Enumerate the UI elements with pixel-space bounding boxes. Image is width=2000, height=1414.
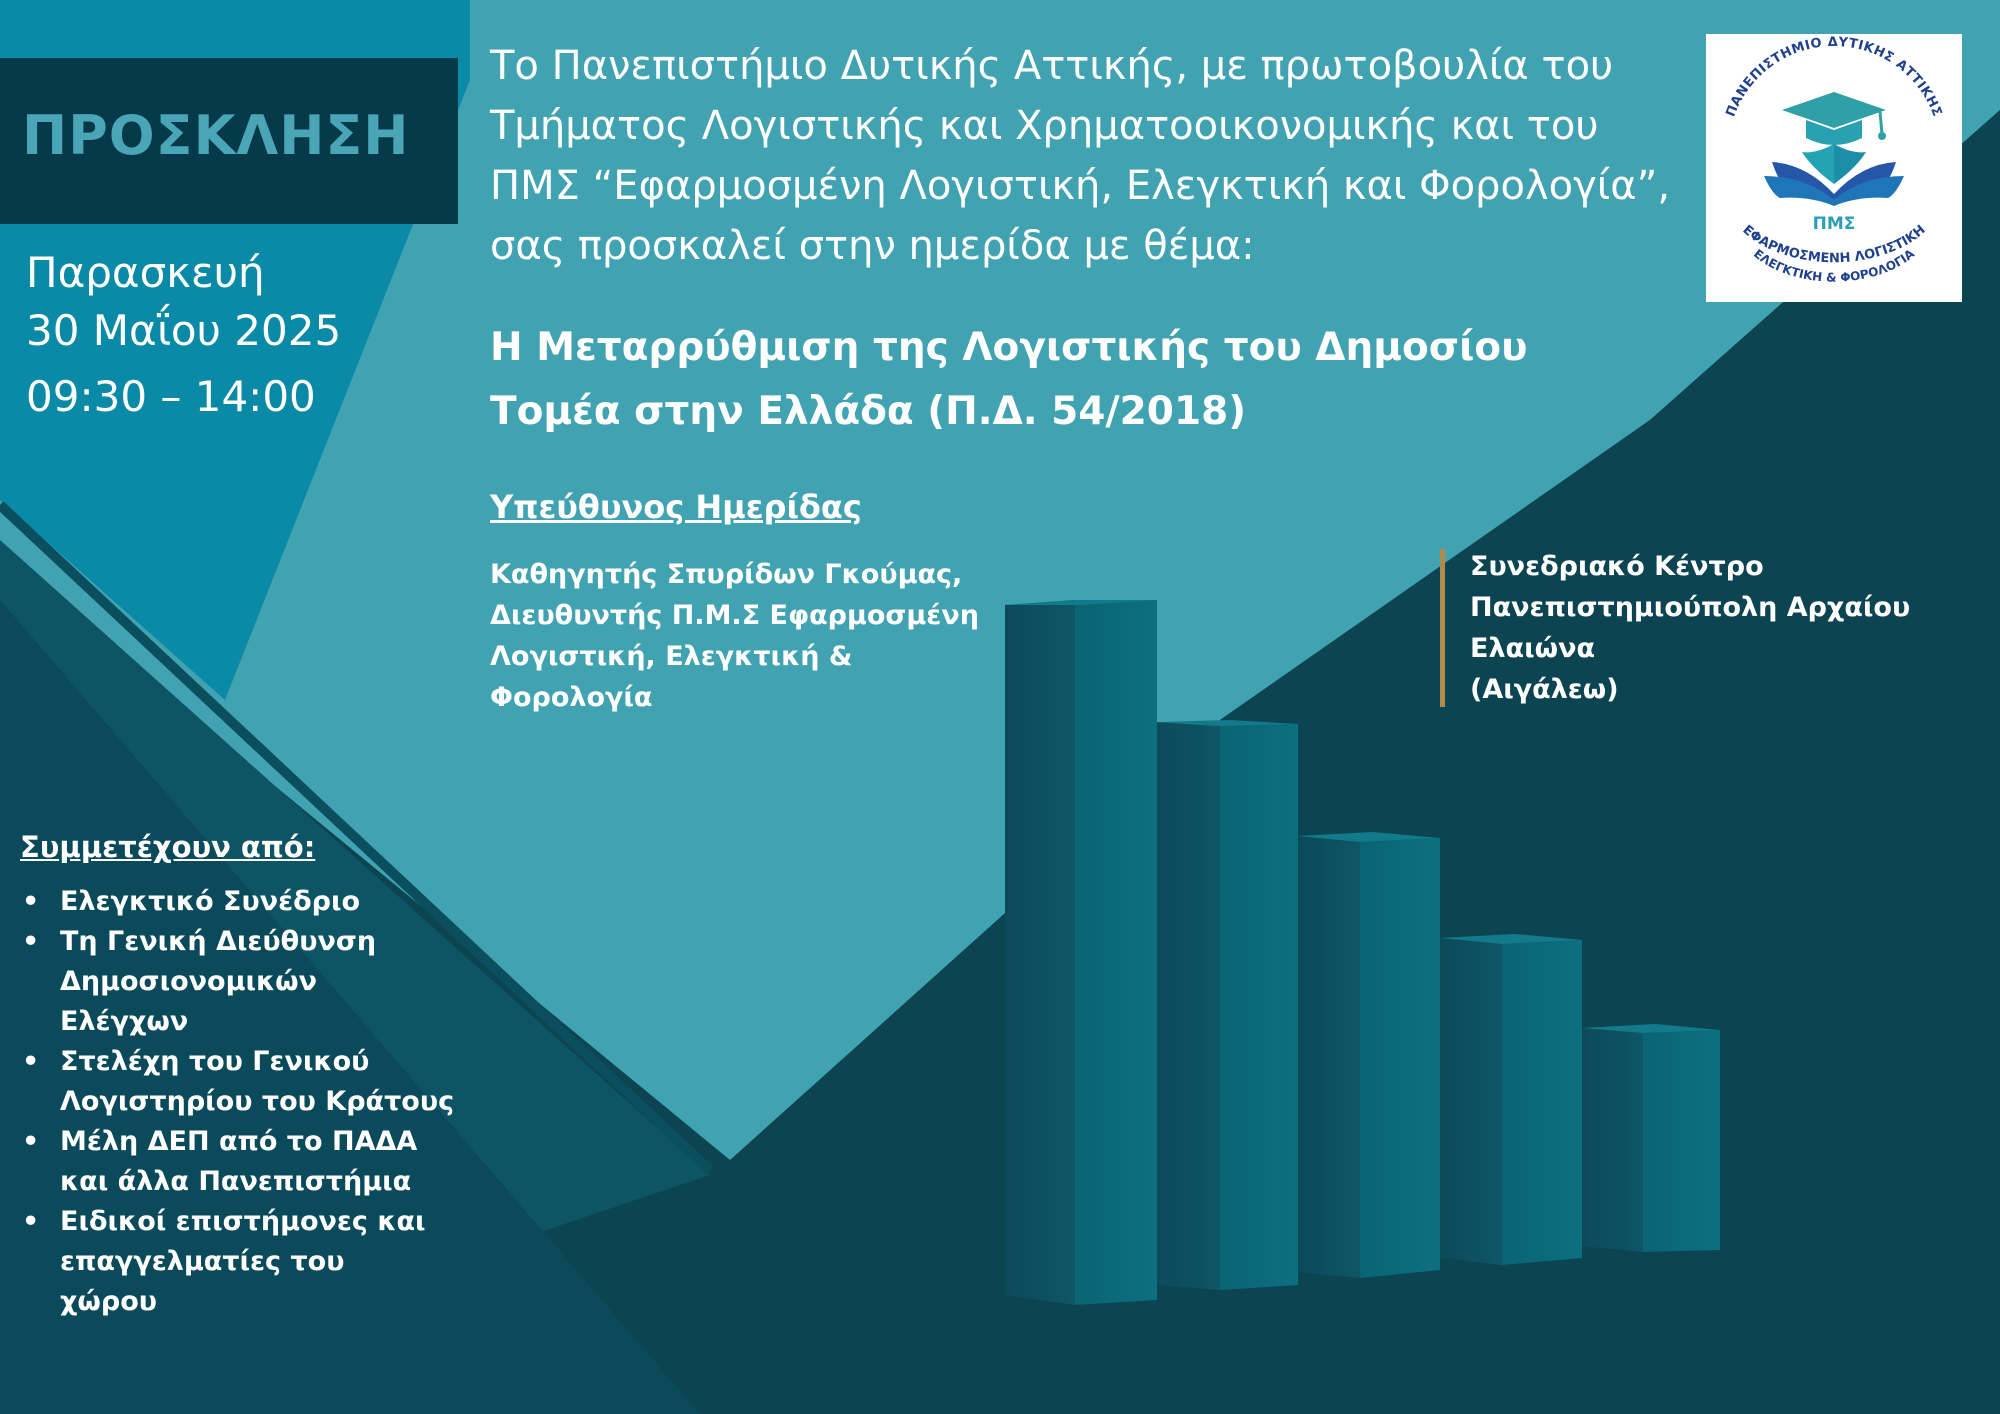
list-item	[20, 1122, 460, 1202]
responsible-heading: Υπεύθυνος Ημερίδας	[490, 488, 862, 526]
list-item	[20, 1202, 460, 1322]
list-item	[20, 922, 460, 1042]
responsible-line: Λογιστική, Ελεγκτική &	[490, 641, 853, 672]
logo-abbr: ΠΜΣ	[1812, 214, 1856, 234]
list-item-line: χώρου	[60, 1286, 157, 1317]
topic-line: Η Μεταρρύθμιση της Λογιστικής του Δημοσίου	[490, 325, 1528, 370]
venue-details	[1470, 546, 1970, 710]
list-item-line: Λογιστηρίου του Κράτους	[60, 1086, 455, 1117]
list-item-line: Δημοσιονομικών	[60, 966, 318, 997]
event-topic	[490, 316, 1590, 444]
responsible-line: Καθηγητής Σπυρίδων Γκούμας,	[490, 559, 963, 590]
event-time: 09:30 – 14:00	[26, 372, 316, 421]
intro-line: σας προσκαλεί στην ημερίδα με θέμα:	[490, 223, 1255, 269]
responsible-details	[490, 554, 1010, 718]
list-item	[20, 1042, 460, 1122]
logo-arc-top: ΠΑΝΕΠΙΣΤΗΜΙΟ ΔΥΤΙΚΗΣ ΑΤΤΙΚΗΣ	[1723, 34, 1945, 120]
event-date: 30 Μαΐου 2025	[26, 306, 342, 355]
list-item-line: • Ειδικοί επιστήμονες και	[60, 1206, 426, 1237]
graduation-cap-book-icon	[1764, 92, 1904, 206]
intro-line: Το Πανεπιστήμιο Δυτικής Αττικής, με πρωτοβουλία του	[490, 43, 1614, 89]
venue-line: Ελαιώνα	[1470, 633, 1596, 664]
logo-arc-bottom-2: ΕΛΕΓΚΤΙΚΗ & ΦΟΡΟΛΟΓΙΑ	[1751, 246, 1918, 285]
responsible-line: Φορολογία	[490, 682, 653, 713]
list-item-line: επαγγελματίες του	[60, 1246, 345, 1277]
intro-paragraph	[490, 36, 1710, 276]
responsible-line: Διευθυντής Π.Μ.Σ Εφαρμοσμένη	[490, 600, 979, 631]
topic-line: Τομέα στην Ελλάδα (Π.Δ. 54/2018)	[490, 389, 1247, 434]
intro-line: ΠΜΣ “Εφαρμοσμένη Λογιστική, Ελεγκτική και Φορολογία”,	[490, 163, 1671, 209]
venue-line: (Αιγάλεω)	[1470, 674, 1619, 705]
venue-divider	[1440, 549, 1445, 707]
list-item-line: • Τη Γενική Διεύθυνση	[60, 926, 377, 957]
participants-heading: Συμμετέχουν από:	[20, 830, 316, 864]
participants-list	[20, 882, 460, 1322]
university-logo	[1706, 34, 1962, 302]
event-day: Παρασκευή	[26, 248, 265, 297]
list-item-line: • Μέλη ΔΕΠ από το ΠΑΔΑ	[60, 1126, 418, 1157]
logo-arc-bottom-1: ΕΦΑΡΜΟΣΜΕΝΗ ΛΟΓΙΣΤΙΚΗ	[1739, 222, 1929, 267]
list-item-line: • Ελεγκτικό Συνέδριο	[60, 886, 361, 917]
list-item-line: και άλλα Πανεπιστήμια	[60, 1166, 412, 1197]
list-item-line: Ελέγχων	[60, 1006, 189, 1037]
venue-line: Πανεπιστημιούπολη Αρχαίου	[1470, 592, 1911, 623]
list-item	[20, 882, 460, 922]
list-item-line: • Στελέχη του Γενικού	[60, 1046, 370, 1077]
page-title: ΠΡΟΣΚΛΗΣΗ	[22, 104, 410, 167]
venue-line: Συνεδριακό Κέντρο	[1470, 551, 1764, 582]
intro-line: Τμήματος Λογιστικής και Χρηματοοικονομικής και του	[490, 103, 1599, 149]
